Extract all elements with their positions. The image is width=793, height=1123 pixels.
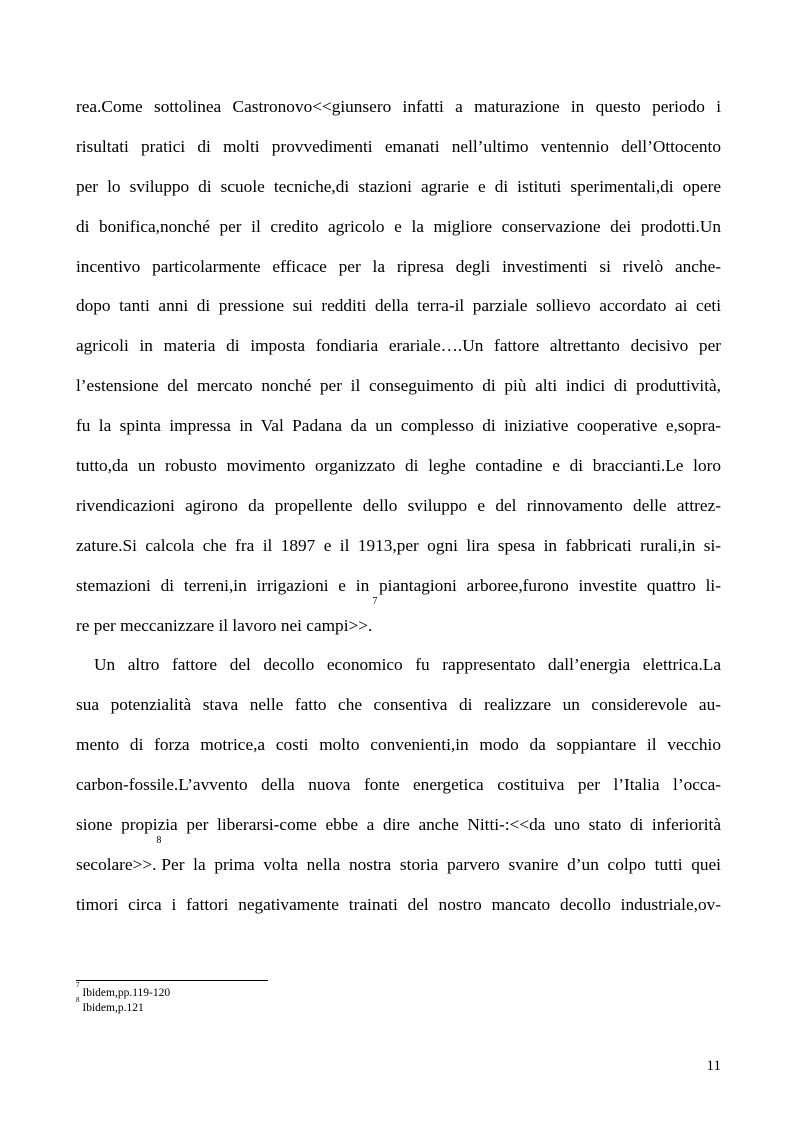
text-line: timori circa i fattori negativamente trainati del nostro mancato decollo industriale,ov-	[76, 894, 721, 914]
text-line: incentivo particolarmente efficace per la ripresa degli investimenti si rivelò anche-	[76, 256, 721, 276]
text-line: dopo tanti anni di pressione sui redditi della terra-il parziale sollievo accordato ai ceti	[76, 296, 721, 316]
text-line: mento di forza motrice,a costi molto convenienti,in modo da soppiantare il vecchio	[76, 735, 721, 755]
page-number-text: 11	[706, 1058, 721, 1074]
text-line: tutto,da un robusto movimento organizzato di leghe contadine e di braccianti.Le loro	[76, 456, 721, 476]
text-line: sua potenzialità stava nelle fatto che consentiva di realizzare un considerevole au-	[76, 695, 721, 715]
line-text: re per meccanizzare il lavoro nei campi>>.	[76, 615, 373, 635]
footnote-reference-7[interactable]: 7	[372, 595, 378, 607]
footnote-text: Ibidem,pp.119-120	[82, 987, 171, 999]
document-page	[76, 0, 721, 1123]
footnote-separator	[76, 980, 268, 981]
footnote-text: Ibidem,p.121	[82, 1001, 144, 1014]
text-line: per lo sviluppo di scuole tecniche,di stazioni agrarie e di istituti sperimentali,di opere	[76, 176, 721, 196]
text-line: zature.Si calcola che fra il 1897 e il 1913,per ogni lira spesa in fabbricati rurali,in si-	[76, 535, 721, 555]
text-line: rivendicazioni agirono da propellente dello sviluppo e del rinnovamento delle attrez-	[76, 495, 721, 515]
line-text: Per la prima volta nella nostra storia parvero svanire d’un colpo tutti quei	[161, 854, 721, 874]
text-line: rea.Come sottolinea Castronovo<<giunsero infatti a maturazione in questo periodo i	[76, 97, 721, 116]
text-line: Un altro fattore del decollo economico fu rappresentato dall’energia elettrica.La	[94, 655, 721, 675]
text-line: sione propizia per liberarsi-come ebbe a dire anche Nitti-:<<da uno stato di inferiorità	[76, 815, 721, 835]
footnote-7	[76, 981, 171, 1001]
body-text	[76, 87, 721, 925]
text-line: carbon-fossile.L’avvento della nuova fonte energetica costituiva per l’Italia l’occa-	[76, 775, 721, 795]
text-line: stemazioni di terreni,in irrigazioni e in piantagioni arboree,furono investite quattro li-	[76, 575, 721, 595]
text-line: fu la spinta impressa in Val Padana da un complesso di iniziative cooperative e,sopra-	[76, 416, 721, 436]
text-line: risultati pratici di molti provvedimenti emanati nell’ultimo ventennio dell’Ottocento	[76, 136, 721, 156]
footnote-number: 8	[76, 995, 80, 1004]
line-text: secolare>>.	[76, 854, 157, 874]
text-line: l’estensione del mercato nonché per il conseguimento di più alti indici di produttività,	[76, 376, 721, 396]
text-line	[76, 834, 721, 885]
footnote-number: 7	[76, 981, 80, 989]
footnote-8	[76, 995, 170, 1016]
text-line: di bonifica,nonché per il credito agricolo e la migliore conservazione dei prodotti.Un	[76, 216, 721, 236]
footnotes	[76, 981, 171, 1015]
text-line	[76, 595, 721, 646]
text-line: agricoli in materia di imposta fondiaria erariale….Un fattore altrettanto decisivo per	[76, 336, 721, 356]
footnote-reference-8[interactable]: 8	[156, 834, 162, 846]
